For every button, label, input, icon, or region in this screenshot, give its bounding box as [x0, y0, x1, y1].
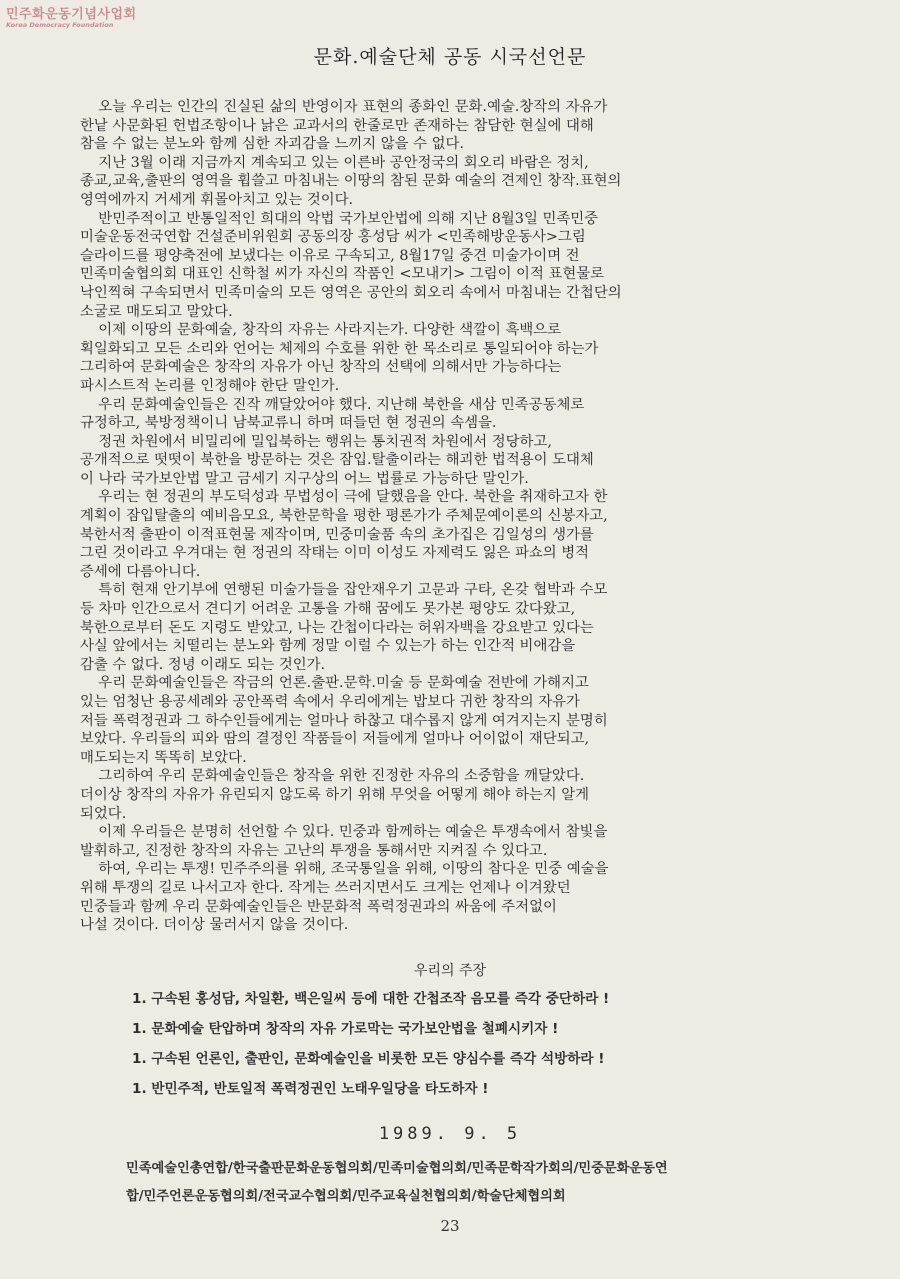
- claim-item: 1. 반민주적, 반토일적 폭력정권인 노태우일당을 타도하자 !: [132, 1081, 489, 1097]
- watermark-main-text: 민주화운동기념사업회: [6, 7, 137, 22]
- claim-item: 1. 구속된 홍성담, 차일환, 백은일씨 등에 대한 간첩조작 음모를 즉각 중단하라 !: [132, 991, 610, 1007]
- body-line: 참을 수 없는 분노와 함께 심한 자괴감을 느끼지 않을 수 없다.: [80, 136, 464, 153]
- declaration-body: [80, 98, 842, 935]
- body-line: 규정하고, 북방정책이니 남북교류니 하며 떠들던 현 정권의 속셈을.: [80, 415, 497, 432]
- body-line: 저들 폭력정권과 그 하수인들에게는 얼마나 하찮고 대수롭지 않게 여겨지는지 분명히: [80, 712, 608, 729]
- body-line: 획일화되고 모든 소리와 언어는 체제의 수호를 위한 한 목소리로 통일되어야 하는가: [80, 340, 599, 357]
- body-line: 영역에까지 거세게 휘몰아치고 있는 것이다.: [80, 191, 354, 208]
- body-line: 반민주적이고 반통일적인 희대의 악법 국가보안법에 의해 지난 8월3일 민족민중: [80, 210, 599, 227]
- signatory-line: 합/민주언론운동협의회/전국교수협의회/민주교육실천협의회/학술단체협의회: [126, 1189, 566, 1204]
- body-line: 소굴로 매도되고 말았다.: [80, 303, 233, 320]
- signatory-line: 민족예술인총연합/한국출판문화운동협의회/민족미술협의회/민족문학작가회의/민중문화운동연: [126, 1161, 668, 1176]
- page-number: 23: [440, 1217, 460, 1235]
- claim-item: 1. 구속된 언론인, 출판인, 문화예술인을 비롯한 모든 양심수를 즉각 석방하라 !: [132, 1051, 605, 1067]
- body-line: 지난 3월 이래 지금까지 계속되고 있는 이른바 공안정국의 회오리 바람은 정치,: [80, 154, 589, 171]
- body-line: 하여, 우리는 투쟁! 민주주의를 위해, 조국통일을 위해, 이땅의 참다운 민중 예술을: [80, 861, 609, 878]
- document-title: 문화.예술단체 공동 시국선언문: [313, 46, 587, 68]
- signatory-organizations: [126, 1155, 866, 1211]
- body-line: 특히 현재 안기부에 연행된 미술가들을 잡안재우기 고문과 구타, 온갖 협박과 수모: [80, 582, 608, 599]
- body-line: 미술운동전국연합 건설준비위원회 공동의장 홍성담 씨가 <민족해방운동사>그림: [80, 229, 586, 246]
- body-line: 파시스트적 논리를 인정해야 한단 말인가.: [80, 377, 340, 394]
- body-line: 우리 문화예술인들은 진작 깨달았어야 했다. 지난해 북한을 새삼 민족공동체로: [80, 396, 585, 413]
- body-line: 오늘 우리는 인간의 진실된 삶의 반영이자 표현의 종화인 문화.예술.창작의 자유가: [80, 99, 608, 115]
- body-line: 계획이 잠입탈출의 예비음모요, 북한문학을 평한 평론가가 주체문예이론의 신봉자고,: [80, 508, 608, 525]
- body-line: 있는 엄청난 용공세례와 공안폭력 속에서 우리에게는 밥보다 귀한 창작의 자유가: [80, 694, 580, 710]
- claims-list: [132, 987, 832, 1107]
- body-line: 나설 것이다. 더이상 물러서지 않을 것이다.: [80, 917, 349, 934]
- body-line: 등 차마 인간으로서 견디기 어려운 고통을 가해 꿈에도 못가본 평양도 갔다왔고,: [80, 601, 576, 618]
- body-line: 공개적으로 떳떳이 북한을 방문하는 것은 잠입.탈출이라는 해괴한 법적용이 도대체: [80, 452, 594, 469]
- body-line: 더이상 창작의 자유가 유린되지 않도록 하기 위해 무엇을 어떻게 해야 하는지 알게: [80, 786, 590, 803]
- body-line: 발휘하고, 진정한 창작의 자유는 고난의 투쟁을 통해서만 지켜질 수 있다고.: [80, 842, 548, 859]
- body-line: 종교,교육,출판의 영역을 휩쓸고 마침내는 이땅의 참된 문화 예술의 견제인 창작.표현의: [80, 173, 622, 190]
- body-line: 이제 이땅의 문화예술, 창작의 자유는 사라지는가. 다양한 색깔이 흑백으로: [80, 322, 562, 339]
- body-line: 그리하여 문화예술은 창작의 자유가 아닌 창작의 선택에 의해서만 가능하다는: [80, 359, 562, 376]
- declaration-date: 1989. 9. 5: [378, 1124, 522, 1144]
- body-line: 매도되는지 똑똑히 보았다.: [80, 749, 247, 766]
- body-line: 민족미술협의회 대표인 신학철 씨가 자신의 작품인 <모내기> 그림이 이적 표현물로: [80, 266, 605, 283]
- claims-heading: 우리의 주장: [413, 963, 487, 979]
- body-line: 우리는 현 정권의 부도덕성과 무법성이 극에 달했음을 안다. 북한을 취재하고자 한: [80, 489, 608, 506]
- body-line: 민중들과 함께 우리 문화예술인들은 반문화적 폭력정권과의 싸움에 주저없이: [80, 898, 557, 915]
- body-line: 슬라이드를 평양축전에 보냈다는 이유로 구속되고, 8월17일 중견 미술가이며 전: [80, 247, 580, 264]
- body-line: 그린 것이라고 우겨대는 현 정권의 작태는 이미 이성도 자제력도 잃은 파쇼의 병적: [80, 545, 590, 562]
- body-line: 낙인찍혀 구속되면서 민족미술의 모든 영역은 공안의 회오리 속에서 마침내는 간첩단의: [80, 284, 622, 301]
- body-line: 그리하여 우리 문화예술인들은 창작을 위한 진정한 자유의 소중함을 깨달았다.: [80, 768, 585, 785]
- body-line: 북한으로부터 돈도 지령도 받았고, 나는 간첩이다라는 허위자백을 강요받고 있다는: [80, 619, 594, 636]
- body-line: 이제 우리들은 분명히 선언할 수 있다. 민중과 함께하는 예술은 투쟁속에서 참빛을: [80, 824, 608, 841]
- watermark-sub-text: Korea Democracy Foundation: [6, 20, 114, 29]
- claim-item: 1. 문화예술 탄압하며 창작의 자유 가로막는 국가보안법을 철폐시키자 !: [132, 1021, 559, 1037]
- body-line: 이 나라 국가보안법 말고 금세기 지구상의 어느 법률로 가능하단 말인가.: [80, 470, 529, 487]
- body-line: 증세에 다름아니다.: [80, 563, 201, 580]
- body-line: 감출 수 없다. 정녕 이래도 되는 것인가.: [80, 656, 326, 673]
- body-line: 사실 앞에서는 치떨리는 분노와 함께 정말 이럴 수 있는가 하는 인간적 비애감을: [80, 638, 576, 655]
- body-line: 정권 차원에서 비밀리에 밀입북하는 행위는 통치권적 차원에서 정당하고,: [80, 433, 552, 450]
- body-line: 북한서적 출판이 이적표현물 제작이며, 민중미술품 속의 초가집은 김일성의 생가를: [80, 526, 594, 543]
- body-line: 되었다.: [80, 805, 127, 822]
- body-line: 위해 투쟁의 길로 나서고자 한다. 작게는 쓰러지면서도 크게는 언제나 이겨왔던: [80, 879, 571, 896]
- watermark-logo: [6, 8, 137, 28]
- body-line: 한낱 사문화된 헌법조항이나 낡은 교과서의 한줄로만 존재하는 참담한 현실에 대해: [80, 117, 594, 134]
- body-line: 우리 문화예술인들은 작금의 언론.출판.문학.미술 등 문화예술 전반에 가해지고: [80, 675, 589, 692]
- body-line: 보았다. 우리들의 피와 땀의 결정인 작품들이 저들에게 얼마나 어이없이 재단되고,: [80, 731, 590, 748]
